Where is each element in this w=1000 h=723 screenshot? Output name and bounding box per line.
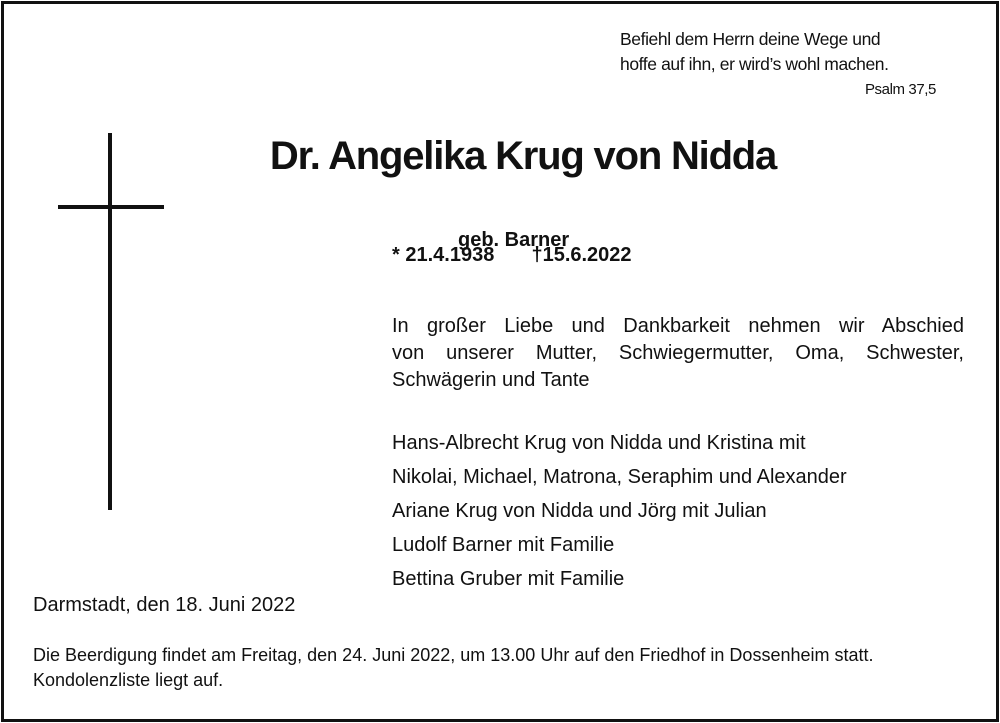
death-date: †15.6.2022 [531,244,632,266]
funeral-line: Die Beerdigung findet am Freitag, den 24. Juni 2022, um 13.00 Uhr auf den Friedhof in Dossenheim statt. [33,645,874,665]
place-date: Darmstadt, den 18. Juni 2022 [33,594,296,616]
quote-source: Psalm 37,5 [864,81,936,98]
family-member: Bettina Gruber mit Familie [392,568,625,590]
family-list [392,426,847,596]
cross-horizontal [58,205,164,209]
birth-date: * 21.4.1938 [392,244,495,266]
farewell-line: von unserer Mutter, Schwiegermutter, Oma, Schwester, [392,342,964,364]
birth-name: geb. Barner [458,229,570,251]
funeral-line: Kondolenzliste liegt auf. [33,670,224,690]
farewell-line: Schwägerin und Tante [392,369,590,391]
quote-line: hoffe auf ihn, er wird’s wohl machen. [620,54,889,74]
farewell-text [392,313,964,394]
family-member: Hans-Albrecht Krug von Nidda und Kristina mit [392,432,806,454]
family-member: Ludolf Barner mit Familie [392,534,615,556]
life-dates [392,244,632,267]
family-member: Nikolai, Michael, Matrona, Seraphim und Alexander [392,466,847,488]
bible-quote [560,27,936,102]
family-member: Ariane Krug von Nidda und Jörg mit Julian [392,500,767,522]
cross-vertical [108,133,112,510]
funeral-info [33,643,874,693]
deceased-name: Dr. Angelika Krug von Nidda [269,134,777,178]
quote-line: Befiehl dem Herrn deine Wege und [620,29,881,49]
farewell-line: In großer Liebe und Dankbarkeit nehmen wir Abschied [392,315,964,337]
